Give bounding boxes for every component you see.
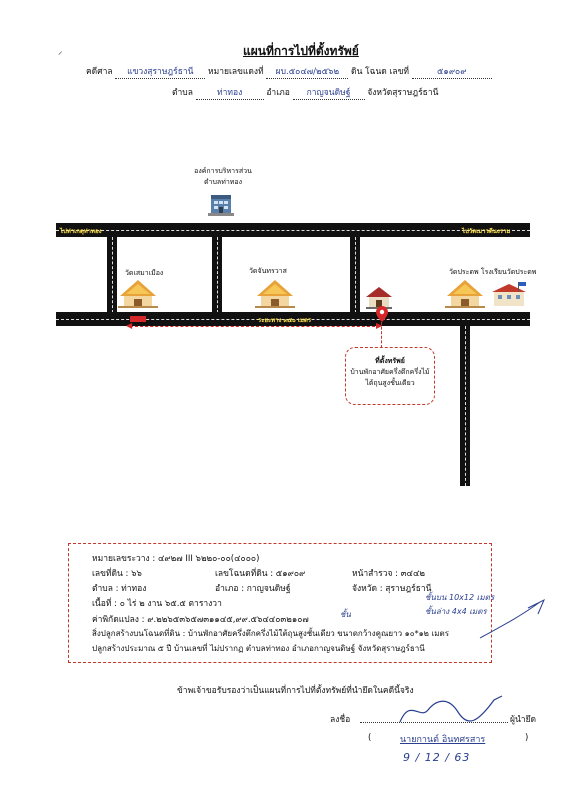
sign-date: 9 / 12 / 63 (403, 751, 471, 764)
office-label: องค์การบริหารส่วน ตำบลท่าทอง (194, 167, 252, 186)
black-no-value: ผบ.๕๐๔๗/๒๕๖๒ (266, 64, 348, 79)
building-desc: สิ่งปลูกสร้างบนโฉนดที่ดิน : บ้านพักอาศัยครึ่งตึกครึ่งไม้ใต้ถุนสูงชั้นเดียว ขนาดกว้างคูณยาว ๑๐*๑๒ เมตร (92, 629, 449, 638)
temple-1-icon (118, 280, 158, 312)
temple-1-label: วัดเสมาเมือง (125, 269, 164, 277)
start-marker (130, 316, 146, 322)
amphoe-value: กาญจนดิษฐ์ (293, 85, 365, 100)
connector-road-2-line (217, 237, 218, 313)
handwritten-note-1: ชั้นบน 10x12 เมตร (425, 593, 495, 602)
distance-label: ระยะทาง ๓๕๐ เมตร (258, 317, 312, 324)
detail-amphoe: อำเภอ : กาญจนดิษฐ์ (215, 584, 291, 594)
property-desc-2: ไต้ถุนสูงชั้นเดียว (365, 379, 415, 387)
property-callout (345, 347, 435, 405)
property-title: ที่ตั้งทรัพย์ (375, 357, 405, 365)
distance-arrow-line (130, 326, 380, 327)
handwritten-note-3: ชั้น (340, 610, 351, 619)
connector-road-3-line (355, 237, 356, 313)
sign-role: ผู้นำยึด (510, 715, 537, 725)
arrow-right-icon: ▶ (376, 321, 383, 330)
handwritten-scribble (478, 598, 548, 648)
court-value: แขวงสุราษฎร์ธานี (115, 64, 205, 79)
callout-pointer (381, 322, 382, 348)
corner-mark: ⸝ (58, 47, 63, 57)
property-pin-icon (376, 306, 388, 326)
tambon-value: ท่าทอง (196, 85, 264, 100)
south-road-centerline (465, 326, 466, 486)
building-age: ปลูกสร้างประมาณ ๕ ปี บ้านเลขที่ ไม่ปรากฏ ตำบลท่าทอง อำเภอกาญจนดิษฐ์ จังหวัดสุราษฎร์ธานี (92, 644, 425, 653)
road-left-label: ไปท่าเกตุท่าทอง (60, 228, 102, 235)
page-title: แผนที่การไปที่ตั้งทรัพย์ (243, 44, 359, 58)
deed-no: เลขโฉนดที่ดิน : ๕๑๙๐๙ (215, 569, 306, 579)
header-line-2: ตำบล ท่าทอง อำเภอ กาญจนดิษฐ์ จังหวัดสุราษฎร์ธานี (172, 85, 438, 100)
detail-province: จังหวัด : สุราษฎร์ธานี (352, 584, 432, 594)
sign-label: ลงชื่อ (330, 715, 351, 725)
property-desc-1: บ้านพักอาศัยครึ่งตึกครึ่งไม้ (350, 368, 430, 376)
header-line-1: คดีศาล แขวงสุราษฎร์ธานี หมายเลขแดงที่ ผบ.๕๐๔๗/๒๕๖๒ ดิน โฉนด เลขที่ ๕๑๙๐๙ (86, 64, 492, 79)
connector-road-1-line (112, 237, 113, 313)
detail-tambon: ตำบล : ท่าทอง (92, 584, 147, 594)
road-right-label: ไปวัดเมาวดีนงราม (462, 228, 511, 235)
survey-page: หน้าสำรวจ : ๓๔๔๒ (352, 569, 426, 579)
land-area: เนื้อที่ : ๐ ไร่ ๒ งาน ๖๕.๕ ตารางวา (92, 599, 222, 609)
land-no: เลขที่ดิน : ๖๖ (92, 569, 142, 579)
office-building-icon (208, 190, 234, 216)
map-sheet-no: หมายเลขระวาง : ๔๙๒๗ III ๖๒๒๐-๐๐(๔๐๐๐) (92, 554, 260, 564)
coordinates: ค่าพิกัดแปลง : ๙.๒๒๖๕๓๖๕๗๓๑๑๔๕,๙๙.๕๖๔๔๐๓๒๑๐๗ (92, 615, 309, 625)
deed-no-value: ๕๑๙๐๙ (412, 64, 492, 79)
temple-3-icon (445, 280, 485, 312)
signature-image (398, 692, 508, 732)
signer-name: นายกานต์ อินทศรสาร (400, 735, 486, 745)
top-road-centerline (56, 230, 530, 231)
open-paren: ( (368, 733, 372, 743)
temple-2-icon (255, 280, 295, 312)
close-paren: ) (525, 733, 529, 743)
school-icon (488, 282, 530, 312)
handwritten-note-2: ชั้นล่าง 4x4 เมตร (425, 607, 487, 616)
temple-2-label: วัดจันทรวาส (249, 267, 287, 275)
certify-text: ข้าพเจ้าขอรับรองว่าเป็นแผนที่การไปที่ตั้งทรัพย์ที่นำยึดในคดีนี้จริง (177, 686, 414, 696)
temple-3-label: วัดประดพ โรงเรียนวัดประดพ (449, 268, 537, 276)
arrow-left-icon: ◀ (126, 321, 133, 330)
